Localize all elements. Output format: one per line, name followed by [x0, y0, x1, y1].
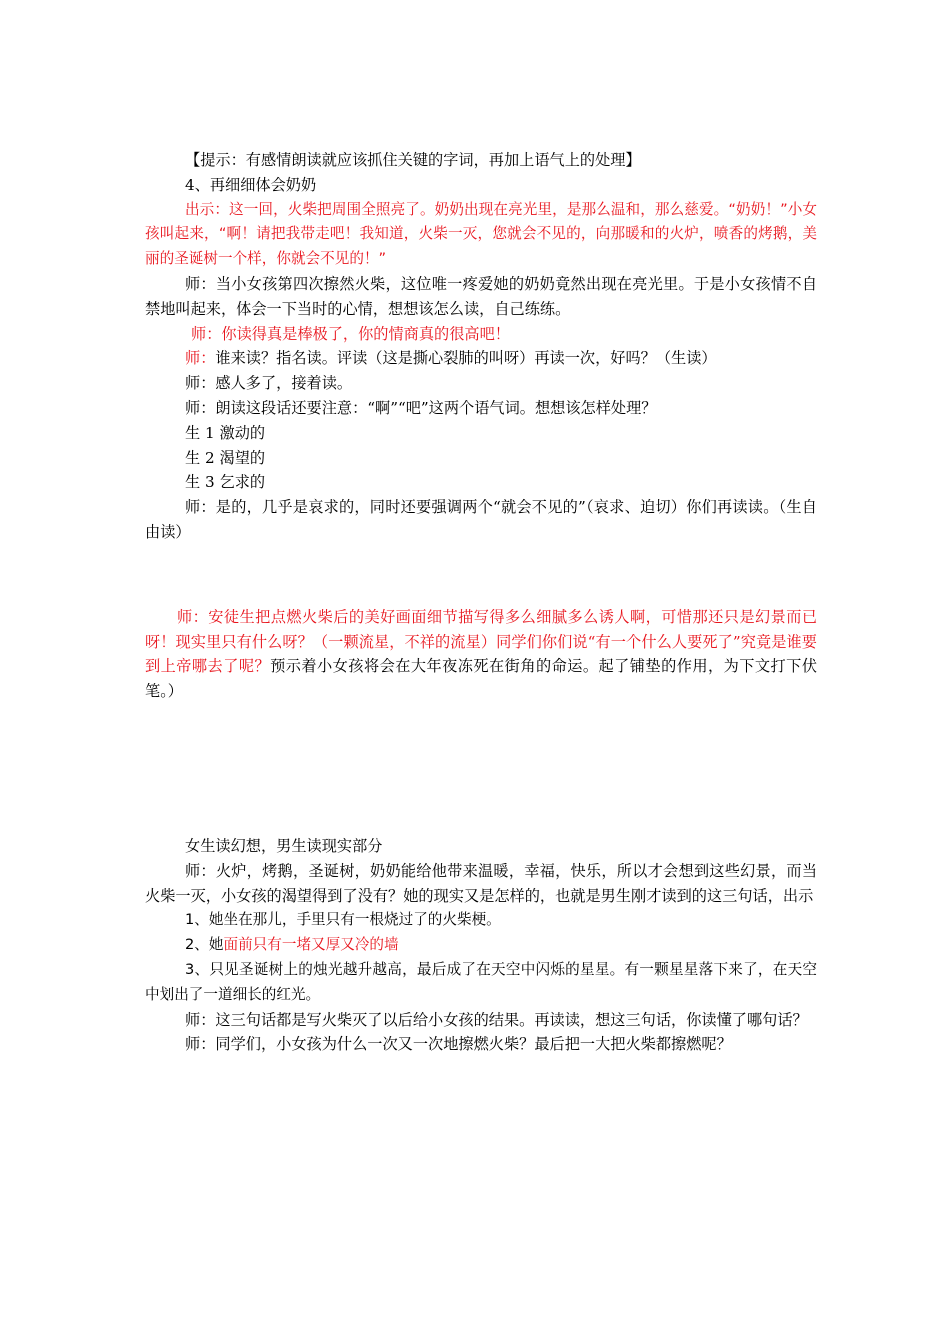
- teacher-line: 师：这三句话都是写火柴灭了以后给小女孩的结果。再读读，想这三句话，你读懂了哪句话？: [185, 1010, 808, 1029]
- quote-paragraph: 出示：这一回，火柴把周围全照亮了。奶奶出现在亮光里，是那么温和，那么慈爱。“奶奶！”小女孩叫起来，“啊！请把我带走吧！我知道，火柴一灭，您就会不见的，向那暖和的火炉，喷香的烤鹅，美丽的圣诞树一个样，你就会不见的！”: [145, 200, 817, 268]
- quote-line-2-highlight: 面前只有一堵又厚又冷的墙: [223, 936, 399, 954]
- quote-line-3: 3、只见圣诞树上的烛光越升越高，最后成了在天空中闪烁的星星。有一颗星星落下来了，在天空中划出了一道细长的红光。: [145, 960, 817, 1003]
- teacher-label: 师：: [185, 349, 216, 368]
- teacher-line: 师：是的，几乎是哀求的，同时还要强调两个“就会不见的”（哀求、迫切）你们再读读。（生自由读）: [145, 498, 817, 541]
- quote-line-2-start: 2、她: [185, 936, 224, 954]
- spacer: [145, 704, 817, 834]
- teacher-line: [145, 346, 817, 371]
- teacher-line: 师：朗读这段话还要注意：“啊”“吧”这两个语气词。想想该怎样处理？: [185, 398, 657, 417]
- student-line: 生 2 渴望的: [185, 448, 266, 467]
- quote-line-1: 1、她坐在那儿，手里只有一根烧过了的火柴梗。: [185, 911, 501, 929]
- student-line: 生 3 乞求的: [185, 473, 266, 492]
- commentary-black: 预示着小女孩将会在大年夜冻死在街角的命运。起了铺垫的作用，为下文打下伏笔。）: [145, 657, 818, 701]
- teacher-line: 师：火炉，烤鹅，圣诞树，奶奶能给他带来温暖，幸福，快乐，所以才会想到这些幻景，而当火柴一灭，小女孩的渴望得到了没有？她的现实又是怎样的，也就是男生刚才读到的这三句话，出示: [145, 861, 817, 905]
- commentary-red: 师：安徒生把点燃火柴后的美好画面细节描写得多么细腻多么诱人啊，可惜那还只是幻景而已呀！现实里只有什么呀？（一颗流星，不祥的流星）同学们你们说“有一个什么人要死了”究竟是谁要到上帝哪去了呢？: [145, 607, 817, 676]
- section-heading: 4、再细细体会奶奶: [185, 175, 317, 194]
- student-line: 生 1 激动的: [185, 423, 266, 442]
- teacher-text: 谁来读？指名读。评读（这是撕心裂肺的叫呀）再读一次，好吗？（生读）: [215, 349, 717, 368]
- document-body: [145, 148, 817, 1057]
- spacer: [145, 545, 817, 605]
- reading-instruction: 女生读幻想，男生读现实部分: [185, 836, 383, 855]
- commentary-paragraph: [145, 605, 817, 704]
- tip-paragraph: 【提示：有感情朗读就应该抓住关键的字词，再加上语气上的处理】: [185, 151, 641, 169]
- teacher-line: 师：感人多了，接着读。: [185, 374, 353, 393]
- teacher-line: 师：同学们，小女孩为什么一次又一次地擦燃火柴？最后把一大把火柴都擦燃呢？: [185, 1035, 732, 1054]
- quote-line-2: [145, 933, 817, 958]
- teacher-line: 师：当小女孩第四次擦然火柴，这位唯一疼爱她的奶奶竟然出现在亮光里。于是小女孩情不自禁地叫起来，体会一下当时的心情，想想该怎么读，自己练练。: [145, 274, 817, 318]
- praise-line: 师：你读得真是棒极了，你的情商真的很高吧！: [191, 324, 510, 343]
